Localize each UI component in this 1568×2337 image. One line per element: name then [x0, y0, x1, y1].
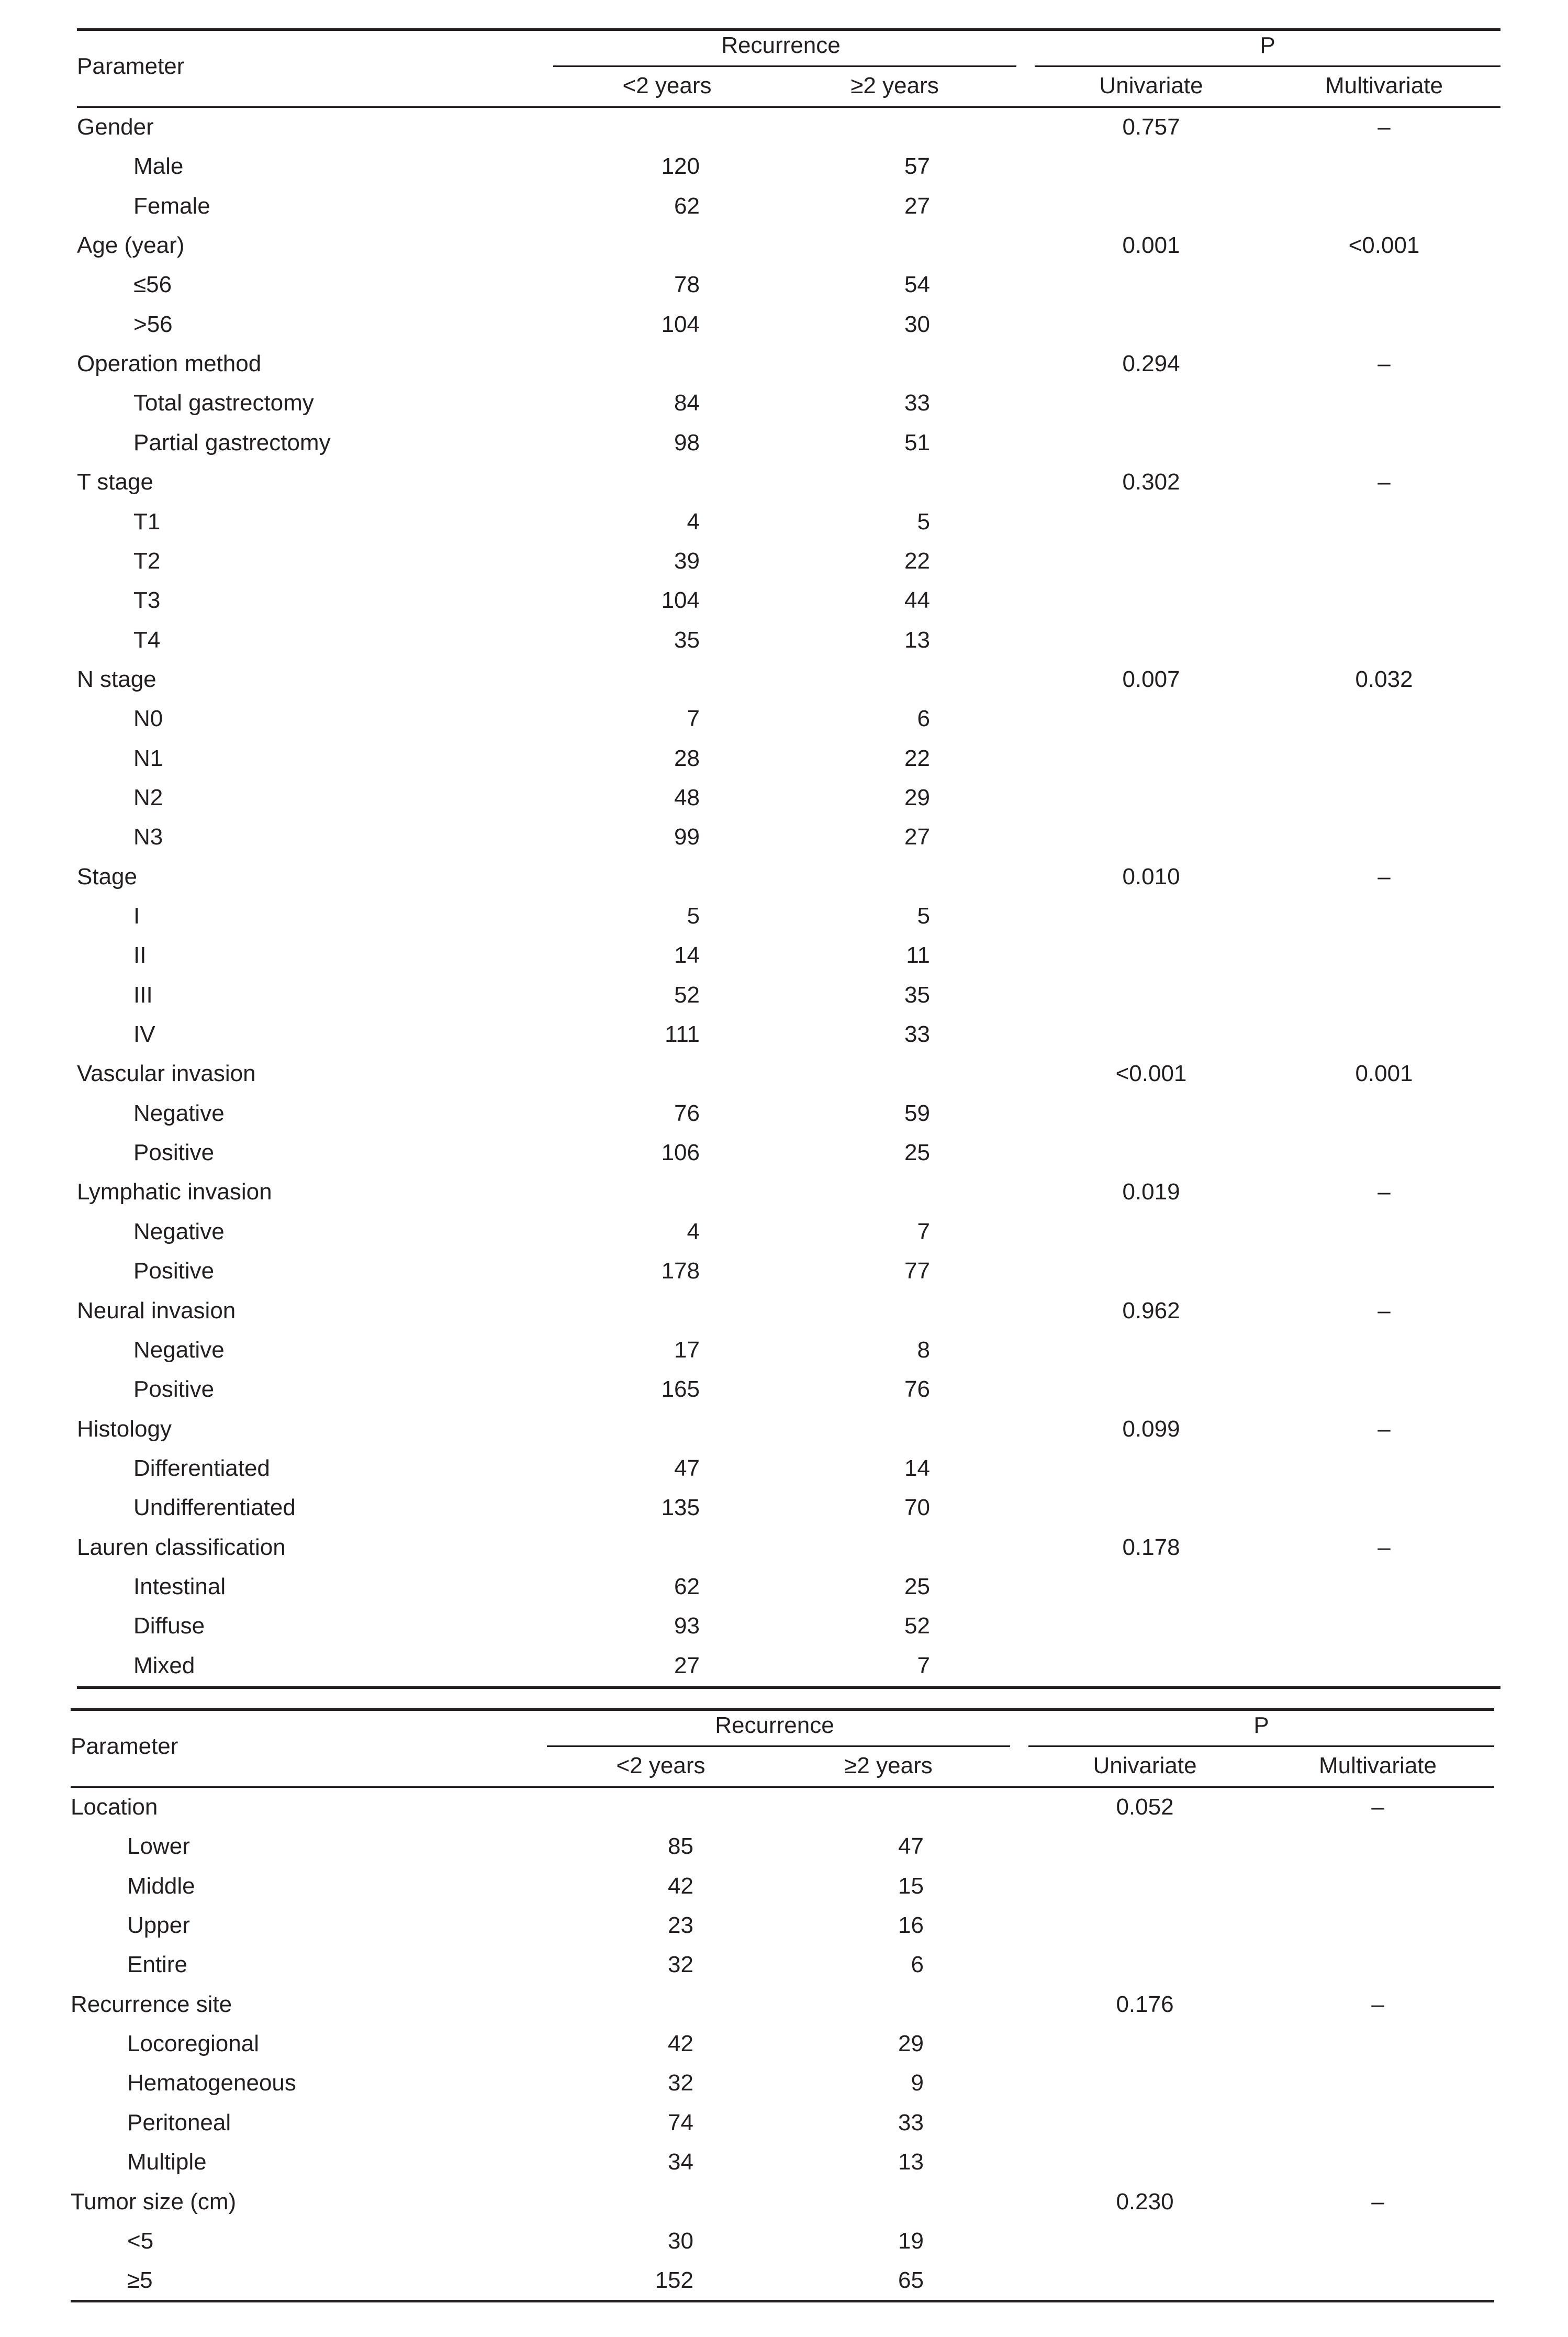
- cell-lt2-years: 5: [687, 903, 700, 929]
- table-row: [77, 1449, 1500, 1488]
- cell-ge2-years: 25: [904, 1573, 930, 1599]
- header-ge2-years: ≥2 years: [844, 1753, 933, 1778]
- cell-univariate-p: 0.230: [1116, 2188, 1174, 2214]
- header-recurrence: Recurrence: [715, 1712, 834, 1738]
- table-row: [77, 1173, 1500, 1212]
- row-label: T2: [133, 548, 161, 574]
- header-parameter: Parameter: [77, 53, 185, 79]
- table-row: [77, 187, 1500, 226]
- row-label: Female: [133, 193, 210, 219]
- cell-ge2-years: 65: [898, 2267, 924, 2294]
- cell-lt2-years: 42: [668, 1873, 693, 1899]
- row-label: IV: [133, 1021, 155, 1048]
- table-row: [77, 858, 1500, 897]
- cell-ge2-years: 6: [917, 706, 930, 732]
- cell-ge2-years: 33: [904, 390, 930, 416]
- table-row: [77, 1370, 1500, 1409]
- row-label: Positive: [133, 1258, 215, 1284]
- table-row: [71, 1867, 1494, 1906]
- row-label: Gender: [77, 114, 154, 140]
- cell-lt2-years: 120: [661, 153, 700, 180]
- row-label: I: [133, 903, 140, 929]
- row-label: Negative: [133, 1100, 225, 1126]
- cell-lt2-years: 48: [674, 784, 700, 810]
- row-label: T stage: [77, 469, 153, 495]
- row-label: III: [133, 982, 153, 1008]
- cell-ge2-years: 76: [904, 1376, 930, 1403]
- table-row: [77, 305, 1500, 344]
- row-label: T4: [133, 627, 161, 653]
- cell-ge2-years: 16: [898, 1912, 924, 1939]
- cell-ge2-years: 19: [898, 2228, 924, 2254]
- cell-univariate-p: 0.757: [1122, 114, 1180, 140]
- cell-lt2-years: 85: [668, 1833, 693, 1860]
- table-row: [71, 1985, 1494, 2024]
- table-row: [71, 2064, 1494, 2103]
- cell-lt2-years: 32: [668, 2070, 693, 2096]
- cell-multivariate-p: –: [1371, 1794, 1384, 1820]
- row-label: Histology: [77, 1416, 172, 1442]
- cell-ge2-years: 7: [917, 1652, 930, 1678]
- cell-lt2-years: 93: [674, 1613, 700, 1639]
- cell-ge2-years: 14: [904, 1455, 930, 1481]
- cell-ge2-years: 9: [911, 2070, 924, 2096]
- cell-lt2-years: 165: [661, 1376, 700, 1403]
- cell-lt2-years: 7: [687, 706, 700, 732]
- recurrence-underline: [547, 1745, 1010, 1747]
- cell-ge2-years: 29: [898, 2031, 924, 2057]
- row-label: II: [133, 942, 147, 969]
- cell-ge2-years: 29: [904, 784, 930, 810]
- row-label: Undifferentiated: [133, 1495, 296, 1521]
- cell-univariate-p: 0.294: [1122, 351, 1180, 377]
- row-label: Location: [71, 1794, 158, 1820]
- table-row: [71, 2222, 1494, 2261]
- table-row: [77, 1410, 1500, 1449]
- cell-lt2-years: 178: [661, 1258, 700, 1284]
- header-p: P: [1253, 1712, 1269, 1738]
- row-label: Intestinal: [133, 1573, 226, 1599]
- table-row: [77, 739, 1500, 778]
- cell-univariate-p: <0.001: [1115, 1061, 1187, 1087]
- table-row: [77, 463, 1500, 502]
- cell-ge2-years: 77: [904, 1258, 930, 1284]
- recurrence-underline: [553, 65, 1016, 67]
- cell-ge2-years: 5: [917, 508, 930, 535]
- cell-lt2-years: 104: [661, 587, 700, 614]
- table-row: [77, 660, 1500, 699]
- table-row: [71, 1788, 1494, 1827]
- table-row: [77, 699, 1500, 739]
- table-row: [71, 2024, 1494, 2064]
- cell-lt2-years: 76: [674, 1100, 700, 1126]
- row-label: Negative: [133, 1218, 225, 1244]
- row-label: Locoregional: [127, 2031, 259, 2057]
- row-label: Recurrence site: [71, 1991, 232, 2017]
- row-label: Lauren classification: [77, 1534, 286, 1560]
- cell-lt2-years: 27: [674, 1652, 700, 1678]
- cell-multivariate-p: –: [1371, 1991, 1384, 2017]
- table-row: [77, 1212, 1500, 1252]
- cell-univariate-p: 0.010: [1122, 863, 1180, 889]
- cell-lt2-years: 42: [668, 2031, 693, 2057]
- table-row: [77, 897, 1500, 936]
- table-row: [71, 2261, 1494, 2300]
- table-row: [77, 818, 1500, 857]
- header-lt2-years: <2 years: [616, 1753, 705, 1778]
- cell-ge2-years: 70: [904, 1495, 930, 1521]
- cell-ge2-years: 13: [898, 2149, 924, 2175]
- row-label: Peritoneal: [127, 2109, 231, 2135]
- cell-univariate-p: 0.001: [1122, 232, 1180, 259]
- table-row: [77, 976, 1500, 1015]
- row-label: Positive: [133, 1376, 215, 1403]
- cell-lt2-years: 23: [668, 1912, 693, 1939]
- row-label: N2: [133, 784, 163, 810]
- cell-lt2-years: 28: [674, 745, 700, 771]
- table-row: [71, 2143, 1494, 2182]
- cell-multivariate-p: –: [1377, 469, 1391, 495]
- table-row: [77, 936, 1500, 975]
- table-row: [77, 265, 1500, 305]
- cell-multivariate-p: 0.032: [1355, 666, 1413, 692]
- row-label: Vascular invasion: [77, 1061, 256, 1087]
- row-label: Positive: [133, 1140, 215, 1166]
- cell-ge2-years: 6: [911, 1952, 924, 1978]
- row-label: N3: [133, 824, 163, 850]
- row-label: Lymphatic invasion: [77, 1179, 272, 1205]
- cell-ge2-years: 25: [904, 1140, 930, 1166]
- row-label: Tumor size (cm): [71, 2188, 237, 2214]
- table-top-rule: [71, 1708, 1494, 1711]
- table-row: [77, 503, 1500, 542]
- row-label: Differentiated: [133, 1455, 270, 1481]
- row-label: Middle: [127, 1873, 195, 1899]
- table-row: [77, 1528, 1500, 1567]
- row-label: <5: [127, 2228, 154, 2254]
- p-underline: [1028, 1745, 1494, 1747]
- cell-univariate-p: 0.178: [1122, 1534, 1180, 1560]
- table-row: [71, 1945, 1494, 1985]
- row-label: Upper: [127, 1912, 190, 1939]
- cell-univariate-p: 0.302: [1122, 469, 1180, 495]
- table-row: [77, 1252, 1500, 1291]
- cell-univariate-p: 0.007: [1122, 666, 1180, 692]
- cell-univariate-p: 0.099: [1122, 1416, 1180, 1442]
- header-p: P: [1260, 32, 1275, 58]
- cell-multivariate-p: –: [1377, 1179, 1391, 1205]
- cell-lt2-years: 135: [661, 1495, 700, 1521]
- row-label: ≤56: [133, 272, 172, 298]
- table-row: [71, 1906, 1494, 1945]
- cell-lt2-years: 111: [665, 1021, 700, 1048]
- cell-lt2-years: 84: [674, 390, 700, 416]
- cell-ge2-years: 59: [904, 1100, 930, 1126]
- row-label: Male: [133, 153, 184, 180]
- cell-univariate-p: 0.019: [1122, 1179, 1180, 1205]
- cell-lt2-years: 35: [674, 627, 700, 653]
- cell-ge2-years: 22: [904, 548, 930, 574]
- cell-lt2-years: 30: [668, 2228, 693, 2254]
- header-parameter: Parameter: [71, 1733, 178, 1759]
- cell-multivariate-p: –: [1371, 2188, 1384, 2214]
- header-univariate: Univariate: [1093, 1753, 1197, 1778]
- cell-lt2-years: 4: [687, 508, 700, 535]
- cell-lt2-years: 62: [674, 193, 700, 219]
- row-label: N1: [133, 745, 163, 771]
- row-label: Stage: [77, 863, 137, 889]
- cell-ge2-years: 35: [904, 982, 930, 1008]
- cell-multivariate-p: 0.001: [1355, 1061, 1413, 1087]
- row-label: N0: [133, 706, 163, 732]
- table-row: [77, 1094, 1500, 1133]
- table-row: [77, 424, 1500, 463]
- table-bottom-rule: [77, 1686, 1500, 1689]
- cell-lt2-years: 78: [674, 272, 700, 298]
- cell-multivariate-p: –: [1377, 863, 1391, 889]
- row-label: Partial gastrectomy: [133, 429, 331, 455]
- cell-lt2-years: 52: [674, 982, 700, 1008]
- cell-lt2-years: 62: [674, 1573, 700, 1599]
- table-row: [77, 147, 1500, 186]
- cell-lt2-years: 152: [655, 2267, 693, 2294]
- cell-multivariate-p: –: [1377, 1297, 1391, 1323]
- row-label: Hematogeneous: [127, 2070, 296, 2096]
- table-row: [77, 621, 1500, 660]
- table-row: [71, 1827, 1494, 1866]
- cell-ge2-years: 51: [904, 429, 930, 455]
- cell-ge2-years: 5: [917, 903, 930, 929]
- cell-lt2-years: 39: [674, 548, 700, 574]
- cell-lt2-years: 99: [674, 824, 700, 850]
- cell-univariate-p: 0.962: [1122, 1297, 1180, 1323]
- cell-lt2-years: 17: [674, 1337, 700, 1363]
- cell-lt2-years: 32: [668, 1952, 693, 1978]
- table-row: [77, 542, 1500, 581]
- row-label: T3: [133, 587, 161, 614]
- table-row: [71, 2104, 1494, 2143]
- table-row: [77, 1488, 1500, 1528]
- cell-ge2-years: 52: [904, 1613, 930, 1639]
- cell-lt2-years: 98: [674, 429, 700, 455]
- row-label: Multiple: [127, 2149, 207, 2175]
- row-label: Total gastrectomy: [133, 390, 314, 416]
- cell-univariate-p: 0.052: [1116, 1794, 1174, 1820]
- cell-lt2-years: 4: [687, 1218, 700, 1244]
- table-row: [77, 226, 1500, 265]
- cell-ge2-years: 44: [904, 587, 930, 614]
- table-row: [77, 1607, 1500, 1646]
- cell-multivariate-p: –: [1377, 1416, 1391, 1442]
- row-label: Diffuse: [133, 1613, 205, 1639]
- table-row: [77, 1331, 1500, 1370]
- table-row: [71, 2183, 1494, 2222]
- cell-ge2-years: 47: [898, 1833, 924, 1860]
- cell-ge2-years: 27: [904, 193, 930, 219]
- row-label: Age (year): [77, 232, 185, 259]
- cell-ge2-years: 27: [904, 824, 930, 850]
- cell-ge2-years: 33: [904, 1021, 930, 1048]
- row-label: Negative: [133, 1337, 225, 1363]
- table-row: [77, 344, 1500, 384]
- table-top-rule: [77, 28, 1500, 31]
- table-row: [77, 1054, 1500, 1094]
- header-multivariate: Multivariate: [1319, 1753, 1437, 1778]
- cell-ge2-years: 33: [898, 2109, 924, 2135]
- row-label: T1: [133, 508, 161, 535]
- header-multivariate: Multivariate: [1325, 73, 1443, 98]
- cell-ge2-years: 30: [904, 311, 930, 337]
- cell-ge2-years: 15: [898, 1873, 924, 1899]
- row-label: >56: [133, 311, 173, 337]
- row-label: Mixed: [133, 1652, 195, 1678]
- row-label: Lower: [127, 1833, 190, 1860]
- header-lt2-years: <2 years: [622, 73, 712, 98]
- table-row: [77, 778, 1500, 818]
- header-univariate: Univariate: [1099, 73, 1203, 98]
- cell-multivariate-p: –: [1377, 114, 1391, 140]
- row-label: Neural invasion: [77, 1297, 236, 1323]
- table-row: [77, 581, 1500, 620]
- cell-ge2-years: 8: [917, 1337, 930, 1363]
- cell-lt2-years: 106: [661, 1140, 700, 1166]
- cell-lt2-years: 34: [668, 2149, 693, 2175]
- cell-ge2-years: 11: [906, 942, 930, 969]
- table-row: [77, 384, 1500, 423]
- cell-lt2-years: 14: [674, 942, 700, 969]
- cell-multivariate-p: –: [1377, 351, 1391, 377]
- cell-ge2-years: 54: [904, 272, 930, 298]
- cell-lt2-years: 104: [661, 311, 700, 337]
- row-label: Entire: [127, 1952, 187, 1978]
- cell-lt2-years: 47: [674, 1455, 700, 1481]
- cell-univariate-p: 0.176: [1116, 1991, 1174, 2017]
- cell-ge2-years: 22: [904, 745, 930, 771]
- cell-multivariate-p: <0.001: [1348, 232, 1420, 259]
- table-row: [77, 1015, 1500, 1054]
- cell-ge2-years: 57: [904, 153, 930, 180]
- table-row: [77, 1646, 1500, 1686]
- table-row: [77, 1133, 1500, 1173]
- table-row: [77, 1292, 1500, 1331]
- header-recurrence: Recurrence: [721, 32, 841, 58]
- row-label: N stage: [77, 666, 156, 692]
- table-row: [77, 1567, 1500, 1607]
- cell-lt2-years: 74: [668, 2109, 693, 2135]
- cell-ge2-years: 13: [904, 627, 930, 653]
- cell-multivariate-p: –: [1377, 1534, 1391, 1560]
- cell-ge2-years: 7: [917, 1218, 930, 1244]
- table-row: [77, 108, 1500, 147]
- p-underline: [1035, 65, 1500, 67]
- header-ge2-years: ≥2 years: [850, 73, 939, 98]
- row-label: ≥5: [127, 2267, 153, 2294]
- row-label: Operation method: [77, 351, 262, 377]
